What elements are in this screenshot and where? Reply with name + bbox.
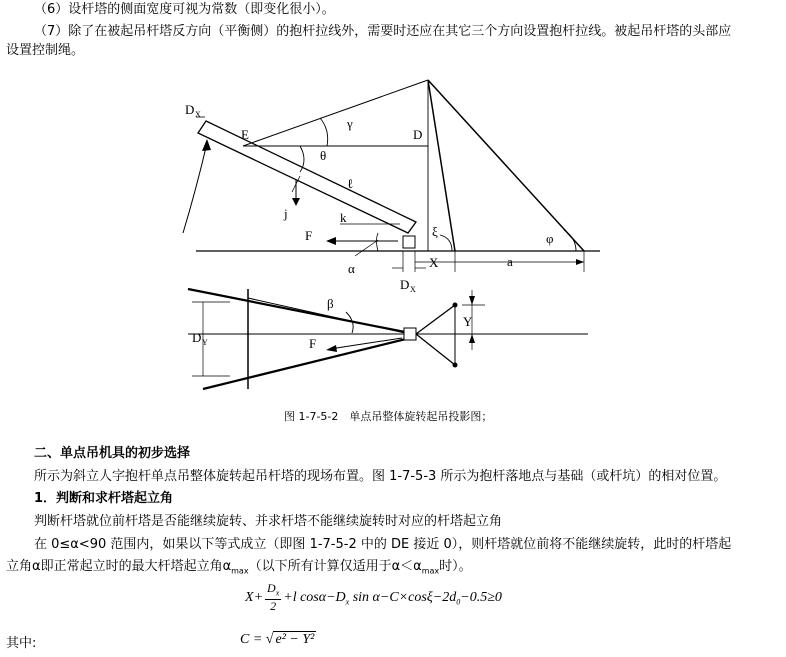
- label-e: E: [241, 127, 249, 142]
- section-text: 所示为斜立人字抱杆单点吊整体旋转起吊杆塔的现场布置。图 1-7-5-3 所示为抱杆落地点与基础（或杆坑）的相对位置。: [34, 469, 727, 484]
- label-d: D: [413, 127, 423, 142]
- svg-text:X: X: [195, 110, 201, 119]
- figure-caption: 图 1-7-5-2 单点吊整体旋转起吊投影图；: [284, 410, 493, 423]
- subsection-title: 1．判断和求杆塔起立角: [34, 491, 174, 506]
- plan-base-box: [404, 328, 416, 340]
- svg-text:X: X: [410, 285, 416, 294]
- tower-beam: [198, 121, 416, 233]
- label-dy: D: [192, 330, 202, 345]
- paragraph-condition-line2: 立角α即正常起立时的最大杆塔起立角$\alpha_{max}$（以下所有计算仅适用于$\alpha<\alpha_{max}$时）。: [6, 559, 472, 576]
- label-xi: ξ: [432, 224, 438, 239]
- label-a: a: [507, 254, 513, 269]
- paragraph-6: （6）设杆塔的侧面宽度可视为常数（即变化很小）。: [34, 2, 335, 17]
- label-f-bottom: F: [309, 336, 317, 351]
- label-dx-bottom: D: [400, 277, 410, 292]
- paragraph-judge: 判断杆塔就位前杆塔是否能继续旋转、并求杆塔不能继续旋转时对应的杆塔起立角: [34, 514, 503, 529]
- label-f-top: F: [305, 228, 313, 243]
- paragraph-7-line1: （7）除了在被起吊杆塔反方向（平衡侧）的抱杆拉线外，需要时还应在其它三个方向设置抱杆拉线。被起吊杆塔的头部应: [34, 24, 732, 39]
- plan-leg-bottom: [203, 338, 410, 389]
- label-beta: β: [327, 296, 334, 311]
- svg-text:Y: Y: [202, 338, 208, 347]
- label-alpha: α: [348, 261, 355, 276]
- paragraph-7-line2: 设置控制绳。: [6, 43, 85, 58]
- label-l: ℓ: [347, 176, 354, 191]
- label-gamma: γ: [347, 116, 353, 131]
- label-phi: φ: [546, 231, 554, 246]
- label-k: k: [340, 210, 347, 225]
- label-theta: θ: [320, 148, 327, 163]
- base-box: [403, 236, 415, 248]
- where-label: 其中:: [6, 636, 37, 651]
- c-formula: C = √ e² − Y²: [240, 632, 315, 647]
- gin-pole-line: [243, 80, 428, 146]
- condition-formula: X+ $\frac{D_x}{2}$ +l $\cos\alpha-D_x$ $\sin \alpha-C\times\cos\xi-2d_0-0.5\ge 0$: [245, 581, 502, 614]
- paragraph-condition-line1: 在 0≤α<90 范围内，如果以下等式成立（即图 1-7-5-2 中的 DE 接近 0），则杆塔就位前将不能继续旋转，此时的杆塔起: [34, 537, 732, 552]
- label-y: Y: [463, 314, 473, 329]
- rotation-arc: [183, 143, 207, 233]
- label-dx-top: D: [185, 102, 195, 117]
- label-j: j: [284, 206, 288, 221]
- section-title: 二、单点吊机具的初步选择: [34, 446, 191, 461]
- label-x: X: [429, 255, 439, 270]
